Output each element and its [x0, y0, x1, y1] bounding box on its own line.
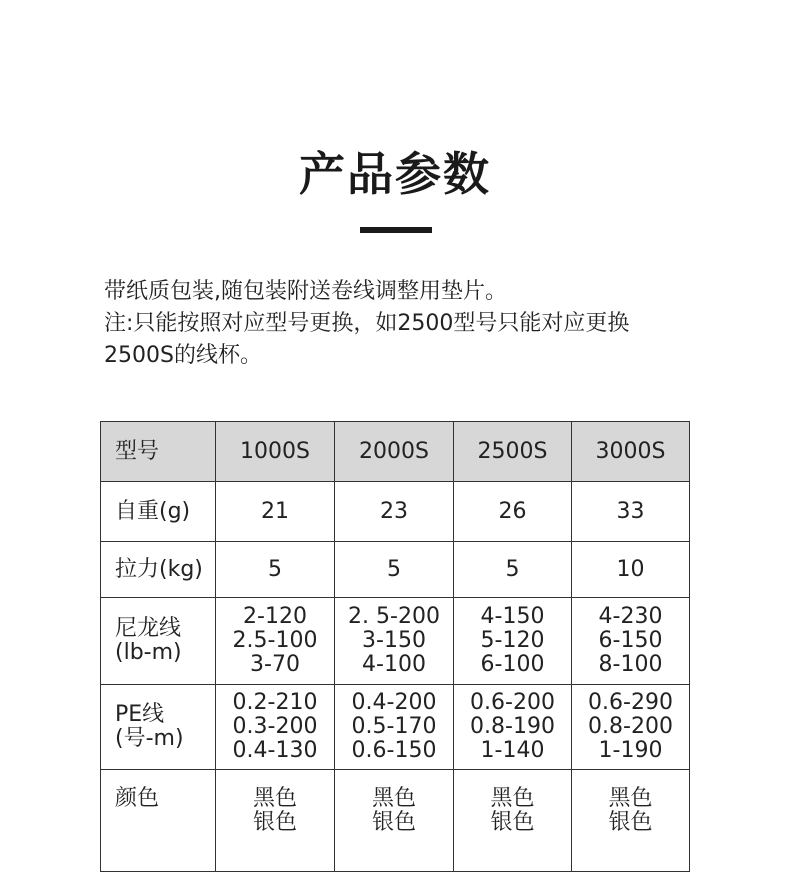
cell-line: 银色 [490, 810, 535, 835]
table-cell [216, 598, 335, 685]
table-cell [216, 770, 335, 872]
cell-line: 5-120 [480, 628, 545, 653]
table-cell: 5 [216, 542, 335, 598]
cell-line: 4-150 [480, 604, 545, 629]
cell-line: 黑色 [252, 786, 297, 811]
cell-line: 4-230 [598, 604, 663, 629]
table-cell: 26 [454, 482, 572, 542]
table-cell [335, 598, 454, 685]
note-line: 注:只能按照对应型号更换，如2500型号只能对应更换 [104, 311, 630, 336]
cell-line: 6-100 [480, 652, 545, 677]
cell-line: 黑色 [371, 786, 416, 811]
table-row-weight [101, 482, 690, 542]
cell-line: 3-70 [250, 652, 300, 677]
cell-line: 0.5-170 [351, 714, 437, 739]
table-cell: 33 [572, 482, 690, 542]
cell-line: 0.2-210 [232, 690, 318, 715]
header-cell-model: 型号 [101, 422, 216, 482]
cell-line: 0.6-200 [470, 690, 555, 715]
table-cell [454, 685, 572, 770]
note-line: 2500S的线杯。 [104, 343, 262, 368]
header-cell: 3000S [572, 422, 690, 482]
row-label: 拉力(kg) [101, 542, 216, 598]
cell-line: 4-100 [362, 652, 426, 677]
cell-line: 0.4-130 [232, 738, 318, 763]
table-cell: 21 [216, 482, 335, 542]
cell-line: 1-190 [598, 738, 663, 763]
cell-line: 0.8-190 [470, 714, 555, 739]
cell-line: 1-140 [480, 738, 545, 763]
row-label: 颜色 [101, 770, 216, 872]
table-cell [335, 685, 454, 770]
cell-line: 3-150 [362, 628, 426, 653]
header-cell: 1000S [216, 422, 335, 482]
table-cell: 23 [335, 482, 454, 542]
cell-line: 2-120 [243, 604, 307, 629]
cell-line: 0.4-200 [351, 690, 437, 715]
cell-line: 银色 [608, 810, 653, 835]
row-label-line: 尼龙线 [115, 616, 182, 641]
table-cell: 10 [572, 542, 690, 598]
cell-line: 8-100 [598, 652, 663, 677]
table-cell [572, 685, 690, 770]
table-cell: 5 [454, 542, 572, 598]
row-label [101, 598, 216, 685]
row-label [101, 685, 216, 770]
note-line: 带纸质包装,随包装附送卷线调整用垫片。 [104, 279, 507, 304]
cell-line: 0.3-200 [232, 714, 318, 739]
table-cell [572, 770, 690, 872]
table-row-pe [101, 685, 690, 770]
table-cell [572, 598, 690, 685]
row-label-line: (号-m) [115, 726, 184, 751]
table-row-drag [101, 542, 690, 598]
row-label: 自重(g) [101, 482, 216, 542]
table-cell [454, 770, 572, 872]
row-label-line: (lb-m) [115, 640, 182, 665]
cell-line: 6-150 [598, 628, 663, 653]
cell-line: 银色 [252, 810, 297, 835]
cell-line: 0.8-200 [588, 714, 673, 739]
row-label-line: PE线 [115, 702, 165, 727]
cell-line: 黑色 [608, 786, 653, 811]
table-cell [454, 598, 572, 685]
cell-line: 银色 [371, 810, 416, 835]
cell-line: 2. 5-200 [348, 604, 440, 629]
spec-table [100, 421, 690, 872]
header-cell: 2500S [454, 422, 572, 482]
cell-line: 2.5-100 [232, 628, 318, 653]
table-cell [335, 770, 454, 872]
table-cell: 5 [335, 542, 454, 598]
table-header-row [101, 422, 690, 482]
cell-line: 黑色 [490, 786, 535, 811]
title-underline [360, 227, 432, 233]
header-cell: 2000S [335, 422, 454, 482]
table-cell [216, 685, 335, 770]
cell-line: 0.6-150 [351, 738, 437, 763]
cell-line: 0.6-290 [588, 690, 673, 715]
table-row-nylon [101, 598, 690, 685]
notes-block [104, 276, 744, 372]
page-title: 产品参数 [299, 147, 491, 201]
table-row-color [101, 770, 690, 872]
